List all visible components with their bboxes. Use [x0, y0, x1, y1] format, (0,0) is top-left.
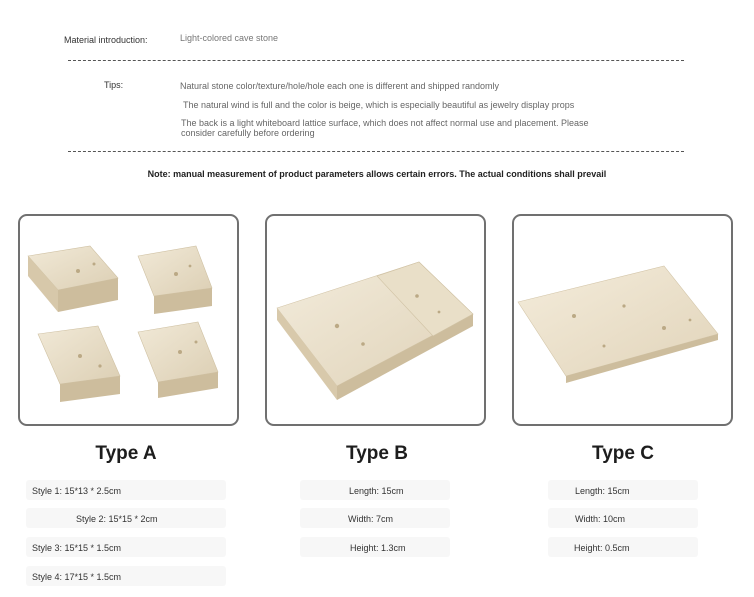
tip-line-4: consider carefully before ordering — [181, 128, 315, 138]
product-image-type-c — [512, 214, 733, 426]
product-image-type-b — [265, 214, 486, 426]
measurement-note: Note: manual measurement of product parameters allows certain errors. The actual conditions shall prevail — [147, 169, 607, 179]
type-c-width: Width: 10cm — [575, 514, 626, 524]
type-c-height: Height: 0.5cm — [574, 543, 630, 553]
type-b-height: Height: 1.3cm — [350, 543, 406, 553]
type-a-spec-2: Style 2: 15*15 * 2cm — [76, 514, 158, 524]
tips-label: Tips: — [104, 80, 124, 90]
type-a-spec-4: Style 4: 17*15 * 1.5cm — [32, 572, 122, 582]
type-c-title: Type C — [592, 443, 654, 464]
tip-line-3: The back is a light whiteboard lattice surface, which does not affect normal use and placement. Please — [181, 118, 589, 128]
divider-bottom — [68, 151, 684, 152]
type-a-spec-3: Style 3: 15*15 * 1.5cm — [32, 543, 122, 553]
tip-line-1: Natural stone color/texture/hole/hole each one is different and shipped randomly — [180, 81, 500, 91]
material-intro-value: Light-colored cave stone — [180, 33, 279, 43]
type-c-length: Length: 15cm — [575, 486, 630, 496]
divider-top — [68, 60, 684, 61]
material-intro-label: Material introduction: — [64, 35, 148, 45]
type-b-length: Length: 15cm — [349, 486, 404, 496]
type-a-spec-1: Style 1: 15*13 * 2.5cm — [32, 486, 122, 496]
type-b-width: Width: 7cm — [348, 514, 394, 524]
product-image-type-a — [18, 214, 239, 426]
type-a-title: Type A — [95, 443, 157, 464]
type-b-title: Type B — [346, 443, 408, 464]
tip-line-2: The natural wind is full and the color is beige, which is especially beautiful as jewelry display props — [183, 100, 575, 110]
